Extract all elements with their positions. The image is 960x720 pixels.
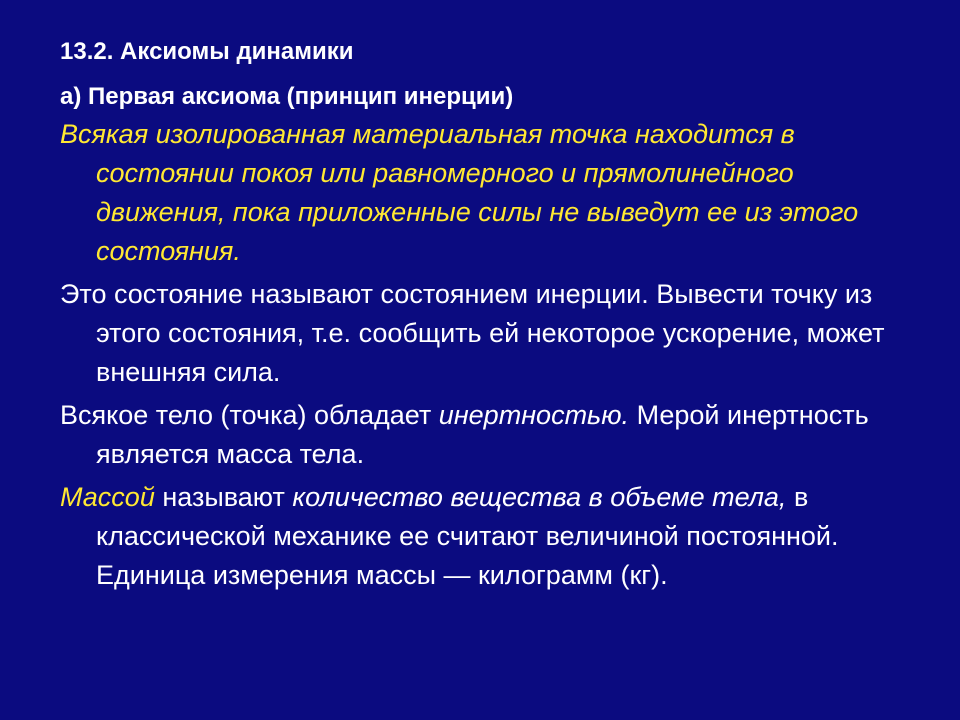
section-title: 13.2. Аксиомы динамики bbox=[60, 38, 354, 65]
inertness-text-1: Всякое тело (точка) обладает bbox=[60, 400, 439, 430]
mass-text-2: в классической механике ее считают величиной постоянной. Единица измерения массы — килограмм (кг). bbox=[96, 482, 839, 590]
inertness-term: инертностью. bbox=[438, 400, 630, 430]
inertia-paragraph: Это состояние называют состоянием инерции. Вывести точку из этого состояния, т.е. сообщить ей некоторое ускорение, может внешняя сила. bbox=[60, 279, 885, 387]
mass-definition: количество вещества в объеме тела, bbox=[292, 482, 787, 512]
subsection-title: а) Первая аксиома (принцип инерции) bbox=[60, 83, 514, 110]
mass-text-1: называют bbox=[154, 482, 293, 512]
mass-paragraph bbox=[60, 478, 920, 595]
axiom-text: Всякая изолированная материальная точка находится в состоянии покоя или равномерного и прямолинейного движения, пока приложенные силы не выведут ее из этого состояния. bbox=[60, 119, 859, 266]
inertness-text-2: Мерой инертность является масса тела. bbox=[96, 400, 869, 469]
slide-content bbox=[60, 38, 920, 599]
inertness-paragraph bbox=[60, 396, 920, 474]
mass-term: Массой bbox=[60, 482, 155, 512]
